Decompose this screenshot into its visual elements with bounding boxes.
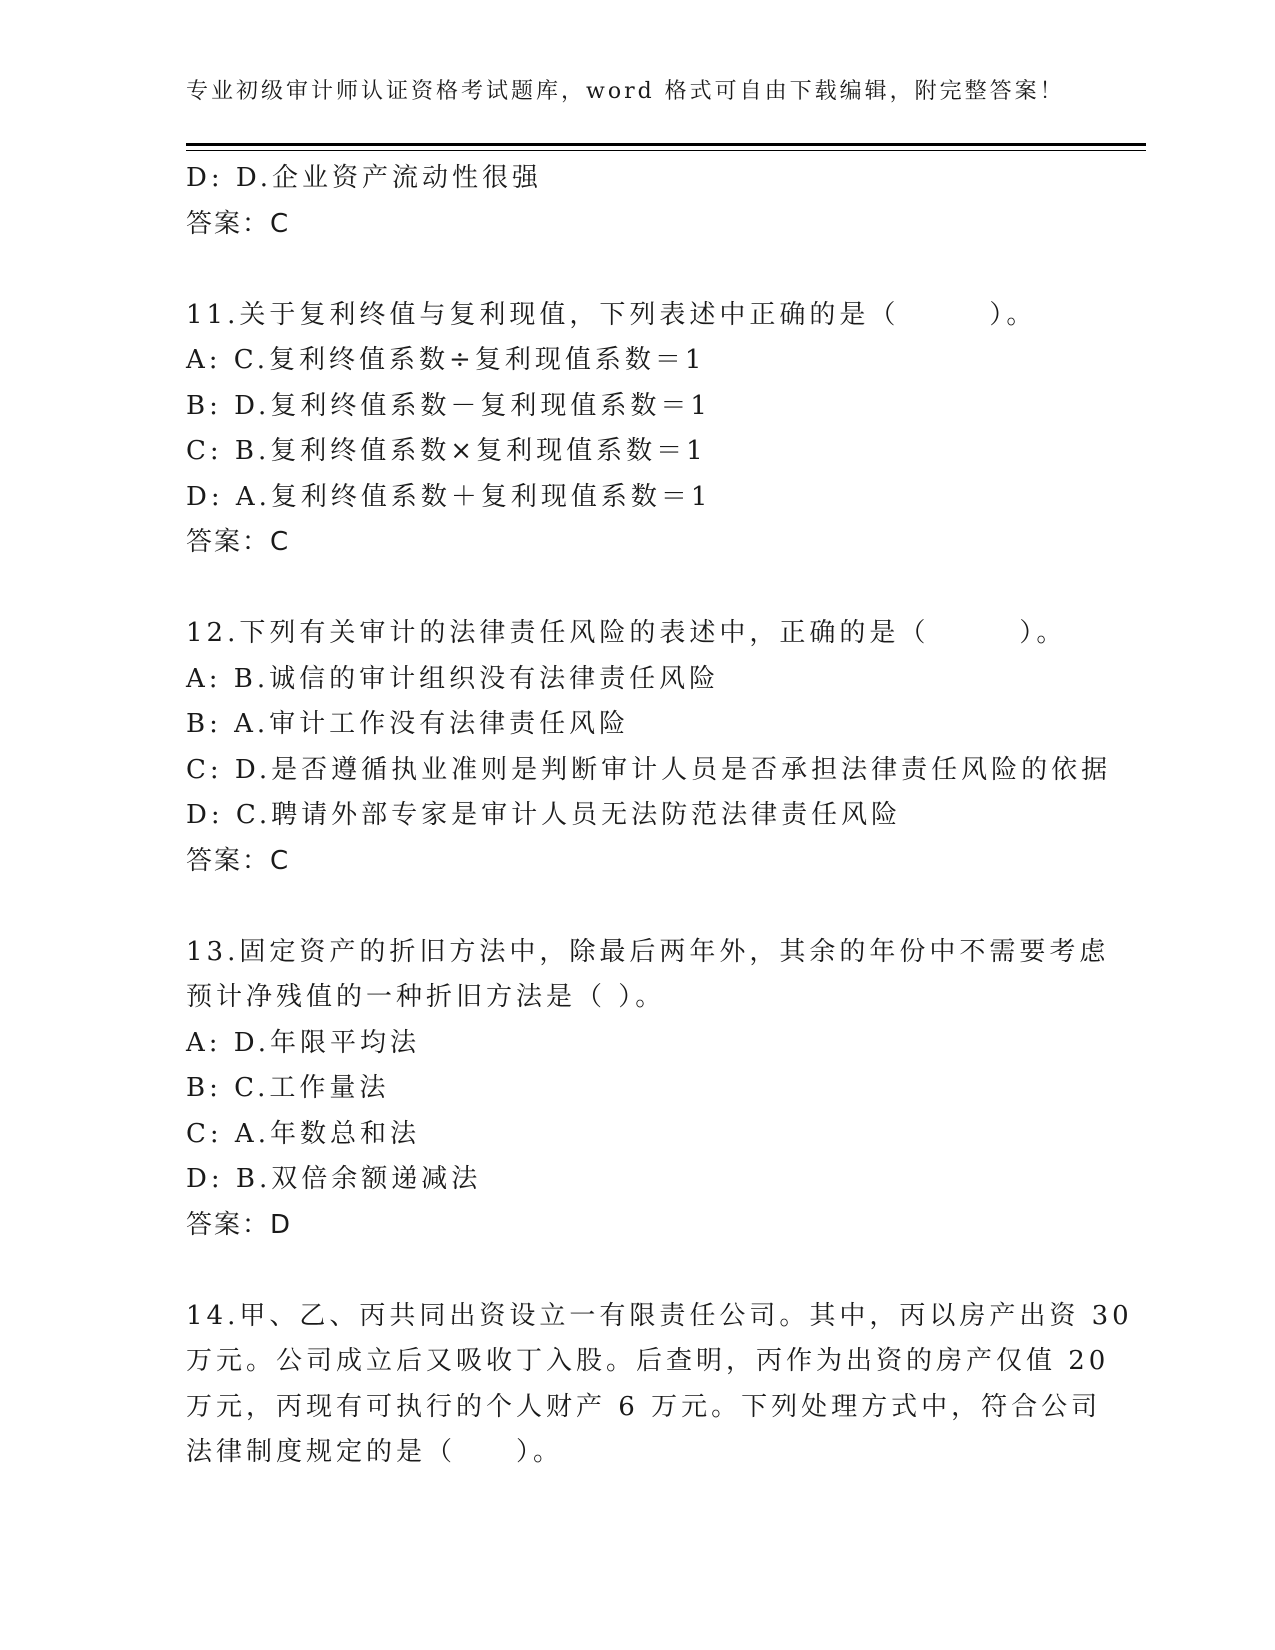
q13-stem-line-2: 预计净残值的一种折旧方法是（ ）。 (186, 982, 666, 1012)
q13-option-a: A: D.年限平均法 (186, 1027, 420, 1058)
header-rule-thick (186, 143, 1146, 146)
q11-option-d: D: A.复利终值系数＋复利现值系数＝1 (186, 481, 712, 512)
q13-stem-line-1: 13.固定资产的折旧方法中，除最后两年外，其余的年份中不需要考虑 (186, 936, 1110, 967)
q14-stem-line-3: 万元，丙现有可执行的个人财产 6 万元。下列处理方式中，符合公司 (186, 1391, 1102, 1422)
q11-answer: 答案：C (186, 527, 291, 557)
q12-option-b: B: A.审计工作没有法律责任风险 (186, 709, 630, 739)
q14-stem-line-4: 法律制度规定的是（ ）。 (186, 1437, 564, 1467)
q12-option-c: C: D.是否遵循执业准则是判断审计人员是否承担法律责任风险的依据 (186, 754, 1112, 785)
question-content (186, 156, 1133, 1476)
spacer (186, 566, 1086, 612)
q10-option-d: D: D.企业资产流动性很强 (186, 163, 543, 193)
q14-stem-line-2: 万元。公司成立后又吸收丁入股。后查明，丙作为出资的房产仅值 20 (186, 1346, 1110, 1376)
q11-option-b: B: D.复利终值系数－复利现值系数＝1 (186, 390, 711, 421)
spacer (186, 884, 1086, 930)
q12-answer: 答案：C (186, 845, 291, 876)
page-header: 专业初级审计师认证资格考试题库，word 格式可自由下载编辑，附完整答案！ (186, 79, 1065, 104)
q12-option-d: D: C.聘请外部专家是审计人员无法防范法律责任风险 (186, 800, 902, 830)
q10-answer: 答案：C (186, 208, 291, 239)
q12-stem: 12.下列有关审计的法律责任风险的表述中，正确的是（ ）。 (186, 618, 1067, 648)
spacer (186, 1248, 1086, 1294)
q14-stem-line-1: 14.甲、乙、丙共同出资设立一有限责任公司。其中，丙以房产出资 30 (186, 1300, 1133, 1331)
q11-option-c: C: B.复利终值系数×复利现值系数＝1 (186, 436, 707, 466)
q13-option-d: D: B.双倍余额递减法 (186, 1164, 482, 1194)
spacer (186, 247, 1086, 293)
q13-option-c: C: A.年数总和法 (186, 1118, 420, 1149)
q12-option-a: A: B.诚信的审计组织没有法律责任风险 (186, 663, 720, 694)
q11-option-a: A: C.复利终值系数÷复利现值系数＝1 (186, 345, 706, 375)
q13-answer: 答案：D (186, 1209, 293, 1240)
q11-stem: 11.关于复利终值与复利现值，下列表述中正确的是（ ）。 (186, 299, 1037, 330)
q13-option-b: B: C.工作量法 (186, 1073, 390, 1103)
header-rule-thin (186, 150, 1146, 151)
